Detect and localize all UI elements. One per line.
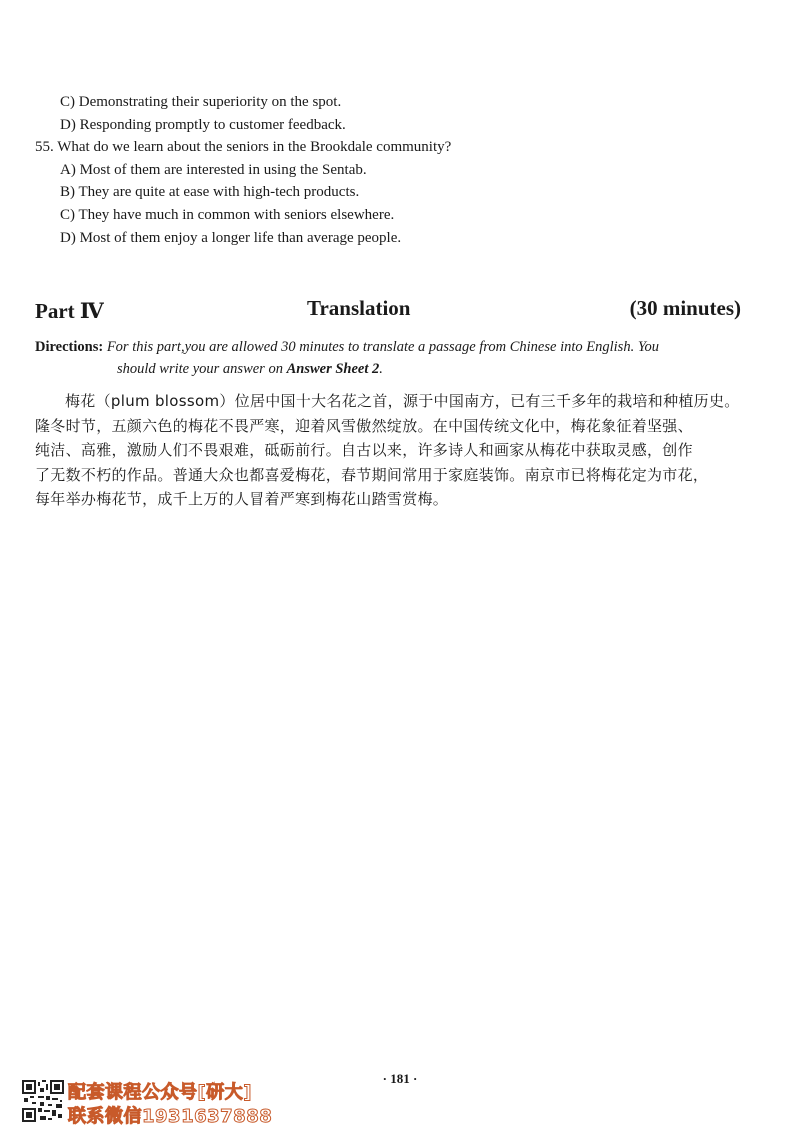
translation-passage: [35, 389, 745, 512]
passage-line: 了无数不朽的作品。普通大众也都喜爱梅花，春节期间常用于家庭装饰。南京市已将梅花定为市花，: [35, 465, 709, 484]
directions-line-2: [35, 358, 745, 380]
qr-code-icon: [22, 1080, 64, 1122]
page-number: · 181 ·: [382, 1071, 418, 1086]
q54-option-c: C) Demonstrating their superiority on the spot.: [60, 94, 342, 110]
passage-line: 每年举办梅花节，成千上万的人冒着严寒到梅花山踏雪赏梅。: [35, 490, 449, 508]
passage-line: 梅花（plum blossom）位居中国十大名花之首，源于中国南方，已有三千多年的栽培和种植历史。: [65, 392, 740, 410]
directions-label: Directions:: [35, 339, 104, 355]
q55-option-d: D) Most of them enjoy a longer life than average people.: [60, 230, 402, 246]
q55-option-c: C) They have much in common with seniors elsewhere.: [60, 207, 395, 223]
part-header: [35, 296, 745, 328]
q55-stem: 55. What do we learn about the seniors in the Brookdale community?: [35, 139, 452, 155]
watermark-line-1: 配套课程公众号[研大]: [68, 1082, 252, 1103]
passage-line: 纯洁、高雅，激励人们不畏艰难，砥砺前行。自古以来，许多诗人和画家从梅花中获取灵感，创作: [35, 441, 693, 459]
part-title: Translation: [307, 296, 411, 320]
part-time: (30 minutes): [629, 296, 741, 320]
directions: [35, 336, 745, 380]
q55-option-b: B) They are quite at ease with high-tech products.: [60, 184, 360, 200]
directions-text-1: For this part,you are allowed 30 minutes to translate a passage from Chinese into English. You: [106, 339, 660, 355]
answer-sheet-ref: Answer Sheet 2: [286, 361, 380, 377]
passage-line: 隆冬时节，五颜六色的梅花不畏严寒，迎着风雪傲然绽放。在中国传统文化中，梅花象征着坚强、: [35, 416, 693, 435]
q55-option-a: A) Most of them are interested in using the Sentab.: [60, 162, 367, 178]
q54-option-d: D) Responding promptly to customer feedback.: [60, 117, 346, 133]
watermark-line-2: 联系微信1931637888: [68, 1106, 273, 1127]
part-label: Part Ⅳ: [35, 299, 104, 323]
directions-text-2: should write your answer on: [117, 361, 287, 377]
directions-end: .: [379, 361, 383, 377]
